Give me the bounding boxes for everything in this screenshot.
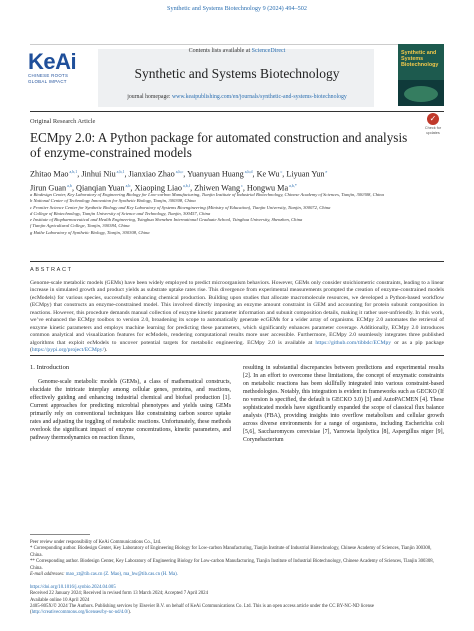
header-divider [30,111,444,112]
email-label: E-mail addresses: [30,572,66,578]
pypi-link[interactable]: https://pypi.org/project/ECMpy/ [31,347,105,354]
article-title: ECMpy 2.0: A Python package for automated construction and analysis of enzyme-constrained models [30,130,408,160]
affiliation-item: f Tianjin Agricultural College, Tianjin, 300384, China [30,223,130,229]
author-separator: , [252,169,257,179]
article-type: Original Research Article [30,118,96,125]
check-updates-label-2: updates [426,131,440,135]
sciencedirect-link[interactable]: ScienceDirect [251,48,286,54]
logo-tagline-2: GLOBAL IMPACT [28,78,67,84]
running-head[interactable]: Synthetic and Systems Biotechnology 9 (2024) 494–502 [167,5,307,12]
abstract-text [30,280,444,355]
intro-right-column [243,364,444,444]
author-name[interactable]: Qianqian Yuan [76,183,125,193]
author-list [30,166,444,193]
logo-text: KeAi [28,49,77,74]
intro-left-column [30,378,231,442]
author-affiliation-mark[interactable]: a,b [124,182,131,188]
author-name[interactable]: Jirun Guan [30,183,67,193]
logo-tagline-1: CHINESE ROOTS [28,73,69,78]
copyright-end: ). [128,610,132,616]
homepage-link[interactable]: www.keaipublishing.com/en/journals/synthetic-and-systems-biotechnology [171,94,347,100]
copyright-text: 2405-805X/© 2024 The Authors. Publishing services by Elsevier B.V. on behalf of KeAi Communications Co. Ltd. This is an open access article under the CC BY-NC-ND license ( [30,603,375,616]
author-name[interactable]: Zhitao Mao [30,169,69,179]
doi-link[interactable]: https://doi.org/10.1016/j.synbio.2024.04.005 [30,585,116,590]
email-line [30,572,444,578]
affiliation-item: g Haihe Laboratory of Synthetic Biology, Tianjin, 300308, China [30,229,150,235]
author-separator: , [71,183,77,193]
cover-title: Synthetic and Systems Biotechnology [401,50,439,68]
author-affiliation-mark[interactable]: a,b,f [182,182,191,188]
check-for-updates-button[interactable] [422,113,444,135]
abstract-mid: or as a pip package ( [30,339,444,354]
abstract-end: ). [104,347,108,354]
author-name[interactable]: Hongwu Ma [246,183,289,193]
footnote-corresponding-1: * Corresponding author. Biodesign Center, Key Laboratory of Engineering Biology for Low-carbon Manufacturing, Tianjin Institute of Industrial Biotechnology, Chinese Academy of Sciences, Tianjin 300308, China. [30,546,432,558]
affiliations [30,192,444,236]
affiliation-item: b National Center of Technology Innovation for Synthetic Biology, Tianjin, 300308, China [30,198,196,204]
homepage-prefix: journal homepage: [127,94,172,100]
affiliation-item: d College of Biotechnology, Tianjin University of Science and Technology, Tianjin, 300457, China [30,210,211,216]
footnote-rule [30,534,90,535]
affiliation-item: c Frontier Science Center for Synthetic Biology and Key Laboratory of Systems Bioengineering (Ministry of Education), Tianjin University, Tianjin, 300072, China [30,204,331,210]
intro-right-paragraph: resulting in substantial discrepancies between predictions and experimental results [2]. In an effort to overcome these limitations, the concept of enzymatic constraints on metabolic reactions has been skillfully integrated into various constraint-based methodologies. Notably, this integration is evident in frameworks such as GECKO (If no version is specified, the default is GECKO 3.0) [3] and AutoPACMEN [4]. These sophisticated models have significantly expanded the scope of classical flux balance analysis (FBA), providing insights into overflow metabolism and cellular growth across diverse environments for a range of organisms, including Escherichia coli [5,6], Saccharomyces cerevisiae [7], Yarrowia lipolytica [8], Aspergillus niger [9], Corynebacterium [243,365,444,444]
affiliation-item: e Institute of Biopharmaceutical and Health Engineering, Tsinghua Shenzhen International Graduate School, Tsinghua University, Shenzhen, China [30,217,303,223]
author-name[interactable]: Liyuan Yun [286,169,325,179]
author-affiliation-mark[interactable]: e [324,169,328,174]
author-affiliation-mark[interactable]: a,b,1 [115,169,125,174]
contents-prefix: Contents lists available at [188,48,252,54]
author-separator: , [77,169,82,179]
copyright-line [30,604,444,617]
abstract-heading: ABSTRACT [30,267,73,273]
online-date: Available online 10 April 2024 [30,597,90,603]
author-separator: , [282,169,287,179]
journal-title: Synthetic and Systems Biotechnology [134,66,340,81]
affiliation-item: a Biodesign Center, Key Laboratory of Engineering Biology for Low-carbon Manufacturing, Tianjin Institute of Industrial Biotechnology, Chinese Academy of Sciences, Tianjin, 300308, China [30,192,384,197]
footnote-corresponding-2: ** Corresponding author. Biodesign Center, Key Laboratory of Engineering Biology for Low-carbon Manufacturing, Tianjin Institute of Industrial Biotechnology, Chinese Academy of Sciences, Tianjin 300308, China. [30,559,434,571]
author-separator: , [190,183,195,193]
license-link[interactable]: http://creativecommons.org/licenses/by-nc-nd/4.0/ [31,610,129,616]
author-name[interactable]: Jianxiao Zhao [128,169,175,179]
author-separator: , [130,183,135,193]
article-metadata [30,585,444,616]
author-name[interactable]: Jinhui Niu [81,169,116,179]
author-separator: , [183,169,188,179]
intro-heading: 1. Introduction [30,364,70,371]
abstract-body: Genome-scale metabolic models (GEMs) have been widely employed to predict microorganism behaviors. However, GEMs only consider stoichiometric constraints, leading to a linear increase in simulated growth and product yields as substrate uptake rates rise. This divergence from experimental measurements prompted the creation of enzyme-constrained models (ecModels) for various species, successfully enhancing chemical production. Building upon studies that allocate macromolecule resources, we developed a Python-based workflow (ECMpy) that constructs an enzyme-constrained model. This involved directly imposing an enzyme amount constraint in GEM and accounting for protein subunit composition in reactions. However, this procedure demands manual collection of enzyme kinetic parameter information and subunit composition details, making it rather user-unfriendly. In this work, we’ve enhanced the ECMpy toolbox to version 2.0, broadening its scope to automatically generate ecGEMs for a wider array of organisms. ECMpy 2.0 automates the retrieval of enzyme kinetic parameters and employs machine learning for predicting these parameters, which significantly enhances parameter coverage. Additionally, ECMpy 2.0 introduces common analytical and visualization features for ecModels, rendering computational results more user accessible. Furthermore, ECMpy 2.0 seamlessly integrates three published algorithms that exploit ecModels to uncover potential targets for metabolic engineering. ECMpy 2.0 is available at [30,280,444,346]
email-addresses[interactable]: mao_zt@tib.cas.cn (Z. Mao), ma_hw@tib.cas.cn (H. Ma). [65,572,178,578]
footnote-peer-review: Peer review under responsibility of KeAi Communications Co., Ltd. [30,540,162,545]
author-affiliation-mark[interactable]: a,b [66,182,72,188]
author-affiliation-mark[interactable]: a,b,* [288,182,297,188]
author-affiliation-mark[interactable]: a,b,c [174,169,184,174]
check-updates-icon: ✓ [427,113,439,125]
keai-logo [28,51,88,84]
github-link[interactable]: https://github.com/tibbdc/ECMpy [315,339,392,346]
author-line-1 [30,166,444,180]
author-affiliation-mark[interactable]: c [279,169,283,174]
author-separator: , [124,169,129,179]
author-affiliation-mark[interactable]: a,b,d [243,169,253,174]
cover-shape [404,86,438,102]
intro-divider [30,355,444,356]
journal-cover-image [398,44,444,106]
author-affiliation-mark[interactable]: c [240,182,243,188]
received-dates: Received 22 January 2024; Received in revised form 13 March 2024; Accepted 7 April 2024 [30,591,208,597]
author-name[interactable]: Ke Wu [256,169,280,179]
author-name[interactable]: Xiaoping Liao [134,183,183,193]
author-affiliation-mark[interactable]: a,b,1 [68,169,78,174]
intro-left-paragraph: Genome-scale metabolic models (GEMs), a class of mathematical constructs, elucidate the intricate interplay among cellular genes, proteins, and reactions, effectively guiding and enhancing industrial chemical and biofuel production [1]. Current approaches for predicting microbial phenotypes and yields using GEMs primarily rely on conventional techniques like constraining carbon source uptake rates and adjusting the toggling of metabolic reactions. Unfortunately, these methods overlook the significant impact of enzyme concentrations, kinetic parameters, and pathway thermodynamics on reaction fluxes, [30,379,231,442]
author-separator: , [242,183,247,193]
abstract-divider [30,261,444,262]
author-name[interactable]: Yuanyuan Huang [187,169,244,179]
footnotes [30,540,444,578]
check-updates-label-1: Check for [424,126,442,130]
author-name[interactable]: Zhiwen Wang [194,183,241,193]
